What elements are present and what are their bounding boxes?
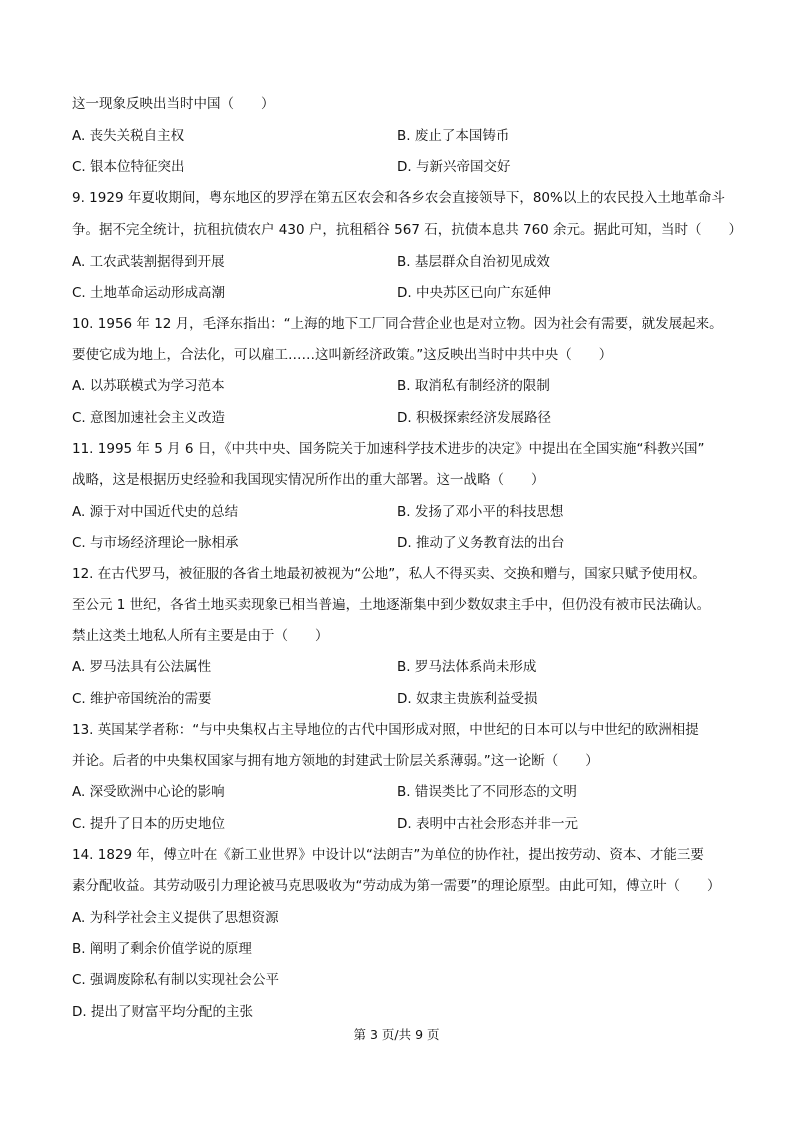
- option-c: C. 强调废除私有制以实现社会公平: [72, 972, 280, 988]
- option-d: D. 奴隶主贵族利益受损: [397, 691, 538, 707]
- question-9-stem-line: 9. 1929 年夏收期间，粤东地区的罗浮在第五区农会和各乡农会直接领导下，80%以上的农民投入土地革命斗: [72, 190, 725, 206]
- option-b: B. 阐明了剩余价值学说的原理: [72, 941, 252, 957]
- question-12-stem-line: 至公元 1 世纪，各省土地买卖现象已相当普遍，土地逐渐集中到少数奴隶主手中，但仍没有被市民法确认。: [72, 597, 711, 613]
- question-13-stem-line: 并论。后者的中央集权国家与拥有地方领地的封建武士阶层关系薄弱。”这一论断（ ）: [72, 753, 599, 769]
- question-9-stem-line: 争。据不完全统计，抗租抗债农户 430 户，抗租稻谷 567 石，抗债本息共 760 余元。据此可知，当时（ ）: [72, 222, 743, 238]
- option-b: B. 罗马法体系尚未形成: [397, 659, 537, 675]
- option-a: A. 为科学社会主义提供了思想资源: [72, 910, 279, 926]
- question-11-stem-line: 11. 1995 年 5 月 6 日，《中共中央、国务院关于加速科学技术进步的决定》中提出在全国实施“科教兴国”: [72, 441, 705, 457]
- question-13-stem-line: 13. 英国某学者称：“与中央集权占主导地位的古代中国形成对照，中世纪的日本可以与中世纪的欧洲相提: [72, 722, 699, 738]
- question-stem: 这一现象反映出当时中国（ ）: [72, 96, 275, 112]
- question-14-stem-line: 素分配收益。其劳动吸引力理论被马克思吸收为“劳动成为第一需要”的理论原型。由此可知，傅立叶（ ）: [72, 878, 721, 894]
- option-c: C. 银本位特征突出: [72, 159, 185, 175]
- option-d: D. 表明中古社会形态并非一元: [397, 816, 578, 832]
- option-a: A. 罗马法具有公法属性: [72, 659, 212, 675]
- option-a: A. 以苏联模式为学习范本: [72, 378, 225, 394]
- question-10-stem-line: 10. 1956 年 12 月，毛泽东指出：“上海的地下工厂同合营企业也是对立物。因为社会有需要，就发展起来。: [72, 316, 723, 332]
- option-c: C. 提升了日本的历史地位: [72, 816, 226, 832]
- option-d: D. 与新兴帝国交好: [397, 159, 511, 175]
- option-b: B. 发扬了邓小平的科技思想: [397, 504, 564, 520]
- option-b: B. 错误类比了不同形态的文明: [397, 784, 577, 800]
- option-b: B. 取消私有制经济的限制: [397, 378, 550, 394]
- option-d: D. 中央苏区已向广东延伸: [397, 285, 551, 301]
- question-10-stem-line: 要使它成为地上，合法化，可以雇工……这叫新经济政策。”这反映出当时中共中央（ ）: [72, 347, 613, 363]
- option-b: B. 基层群众自治初见成效: [397, 254, 550, 270]
- option-a: A. 工农武装割据得到开展: [72, 254, 225, 270]
- option-c: C. 维护帝国统治的需要: [72, 691, 212, 707]
- option-c: C. 与市场经济理论一脉相承: [72, 535, 239, 551]
- option-d: D. 积极探索经济发展路径: [397, 410, 551, 426]
- option-c: C. 土地革命运动形成高潮: [72, 285, 226, 301]
- page-number-footer: 第 3 页/共 9 页: [353, 1027, 440, 1042]
- question-14-stem-line: 14. 1829 年，傅立叶在《新工业世界》中设计以“法朗吉”为单位的协作社，提出按劳动、资本、才能三要: [72, 847, 704, 863]
- option-d: D. 推动了义务教育法的出台: [397, 535, 565, 551]
- question-12-stem-line: 禁止这类土地私人所有主要是由于（ ）: [72, 628, 329, 644]
- option-b: B. 废止了本国铸币: [397, 128, 510, 144]
- option-d: D. 提出了财富平均分配的主张: [72, 1004, 253, 1020]
- option-c: C. 意图加速社会主义改造: [72, 410, 226, 426]
- option-a: A. 深受欧洲中心论的影响: [72, 784, 225, 800]
- question-11-stem-line: 战略，这是根据历史经验和我国现实情况所作出的重大部署。这一战略（ ）: [72, 472, 545, 488]
- option-a: A. 源于对中国近代史的总结: [72, 504, 239, 520]
- option-a: A. 丧失关税自主权: [72, 128, 185, 144]
- question-12-stem-line: 12. 在古代罗马，被征服的各省土地最初被视为“公地”，私人不得买卖、交换和赠与，国家只赋予使用权。: [72, 566, 706, 582]
